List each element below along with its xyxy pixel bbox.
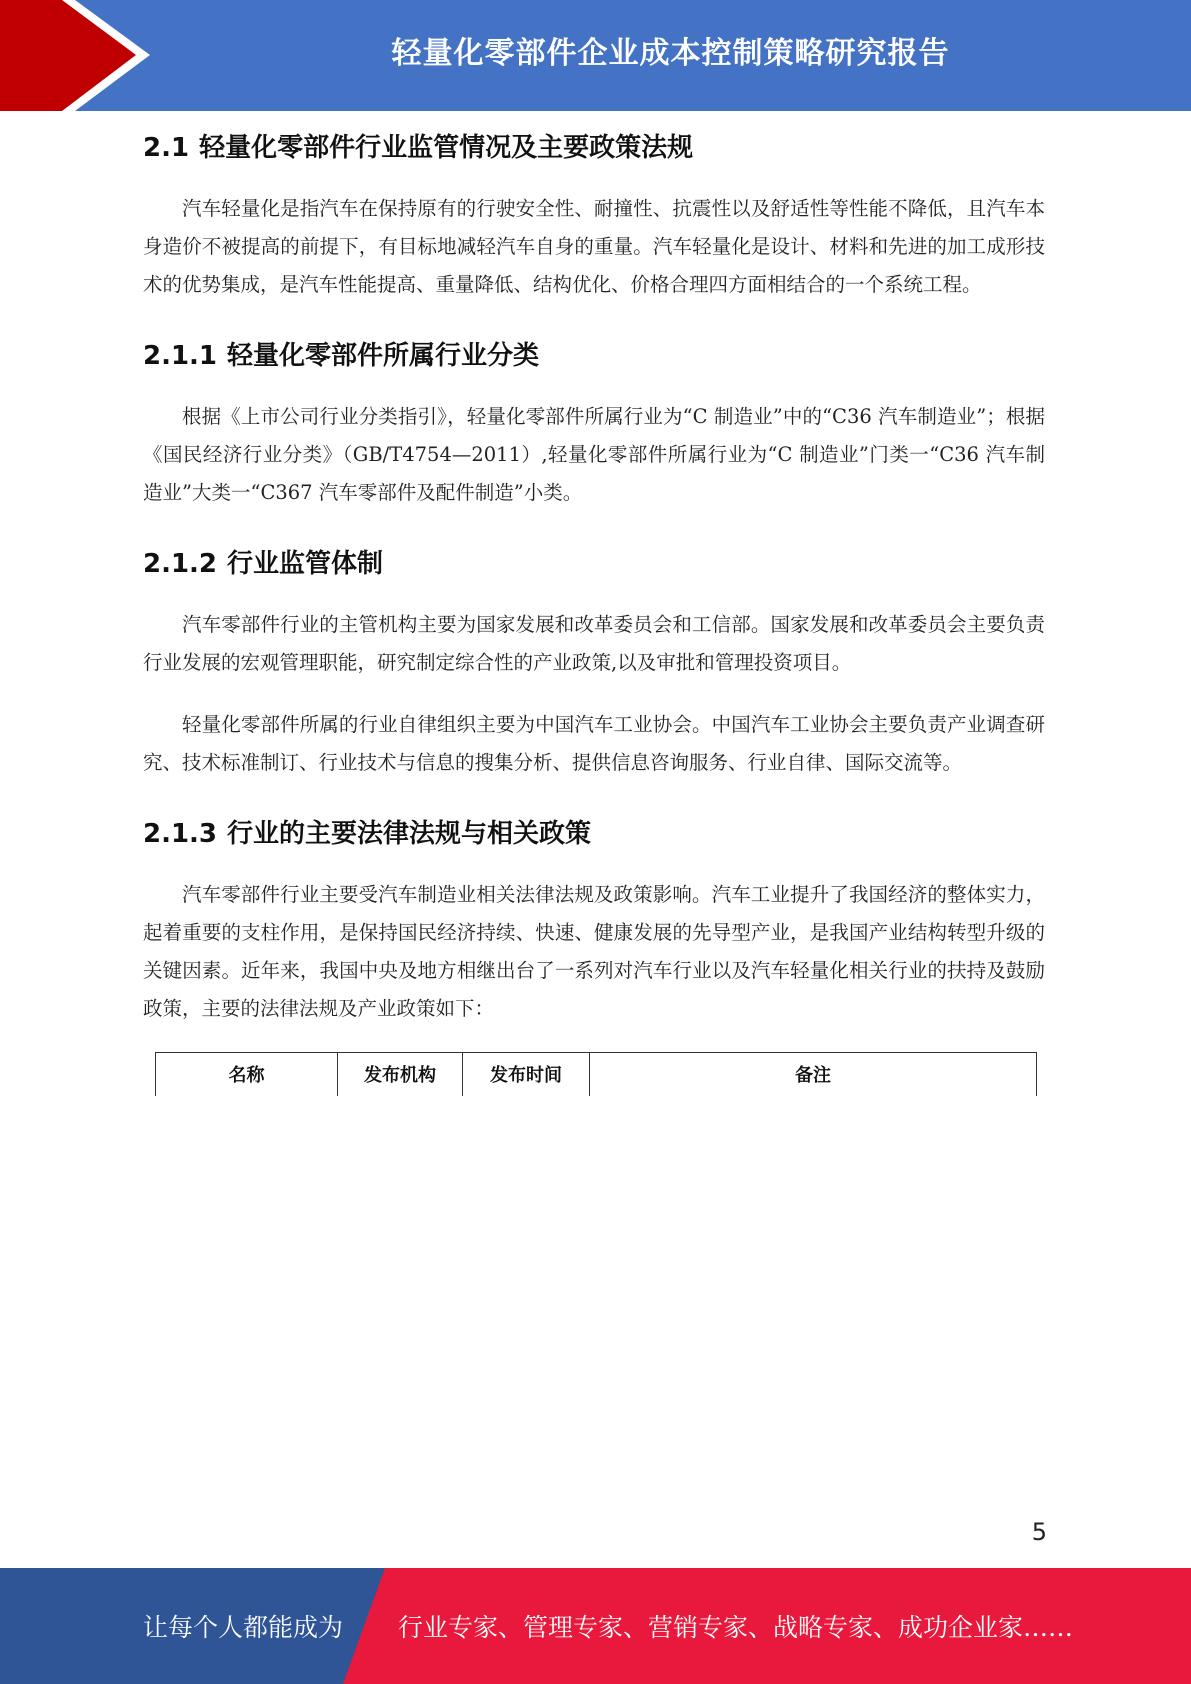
- section-heading: [143, 120, 1045, 176]
- section-title: 行业的主要法律法规与相关政策: [227, 819, 592, 849]
- footer-slogan-left: 让每个人都能成为: [143, 1613, 344, 1642]
- column-header-name: 名称: [156, 1053, 338, 1096]
- column-header-date: 发布时间: [463, 1053, 590, 1096]
- section-title: 行业监管体制: [227, 549, 384, 579]
- section-number: 2.1.2: [143, 549, 218, 579]
- paragraph: 汽车零部件行业的主管机构主要为国家发展和改革委员会和工信部。国家发展和改革委员会主要负责行业发展的宏观管理职能，研究制定综合性的产业政策,以及审批和管理投资项目。: [143, 613, 1045, 674]
- report-title: 轻量化零部件企业成本控制策略研究报告: [391, 36, 950, 71]
- paragraph: 根据《上市公司行业分类指引》，轻量化零部件所属行业为“C 制造业”中的“C36 汽车制造业”；根据《国民经济行业分类》（GB/T4754—2011）,轻量化零部件所属行业为“C 制造业”门类一“C36 汽车制造业”大类一“C367 汽车零部件及配件制造”小类。: [143, 405, 1045, 504]
- paragraph: 汽车轻量化是指汽车在保持原有的行驶安全性、耐撞性、抗震性以及舒适性等性能不降低，且汽车本身造价不被提高的前提下，有目标地减轻汽车自身的重量。汽车轻量化是设计、材料和先进的加工成形技术的优势集成，是汽车性能提高、重量降低、结构优化、价格合理四方面相结合的一个系统工程。: [143, 197, 1045, 296]
- section-heading: [143, 328, 1045, 384]
- document-body: [143, 120, 1045, 1096]
- page-footer: [0, 1568, 1191, 1684]
- policy-table: [155, 1052, 1037, 1096]
- section-number: 2.1.1: [143, 341, 218, 371]
- section-title: 轻量化零部件行业监管情况及主要政策法规: [199, 133, 694, 163]
- section-number: 2.1.3: [143, 819, 218, 849]
- footer-slogan-right: 行业专家、管理专家、营销专家、战略专家、成功企业家……: [398, 1613, 1074, 1642]
- paragraph: 汽车零部件行业主要受汽车制造业相关法律法规及政策影响。汽车工业提升了我国经济的整体实力，起着重要的支柱作用，是保持国民经济持续、快速、健康发展的先导型产业，是我国产业结构转型升级的关键因素。近年来，我国中央及地方相继出台了一系列对汽车行业以及汽车轻量化相关行业的扶持及鼓励政策，主要的法律法规及产业政策如下：: [143, 883, 1045, 1020]
- section-title: 轻量化零部件所属行业分类: [227, 341, 540, 371]
- column-header-remarks: 备注: [590, 1053, 1037, 1096]
- section-number: 2.1: [143, 133, 190, 163]
- paragraph: 轻量化零部件所属的行业自律组织主要为中国汽车工业协会。中国汽车工业协会主要负责产业调查研究、技术标准制订、行业技术与信息的搜集分析、提供信息咨询服务、行业自律、国际交流等。: [143, 713, 1045, 774]
- column-header-issuer: 发布机构: [338, 1053, 463, 1096]
- header-chevron-decoration: [0, 0, 160, 111]
- section-heading: [143, 536, 1045, 592]
- page-header: [0, 0, 1191, 111]
- section-heading: [143, 806, 1045, 862]
- table-header-row: [156, 1053, 1037, 1096]
- page-number: 5: [1031, 1518, 1047, 1546]
